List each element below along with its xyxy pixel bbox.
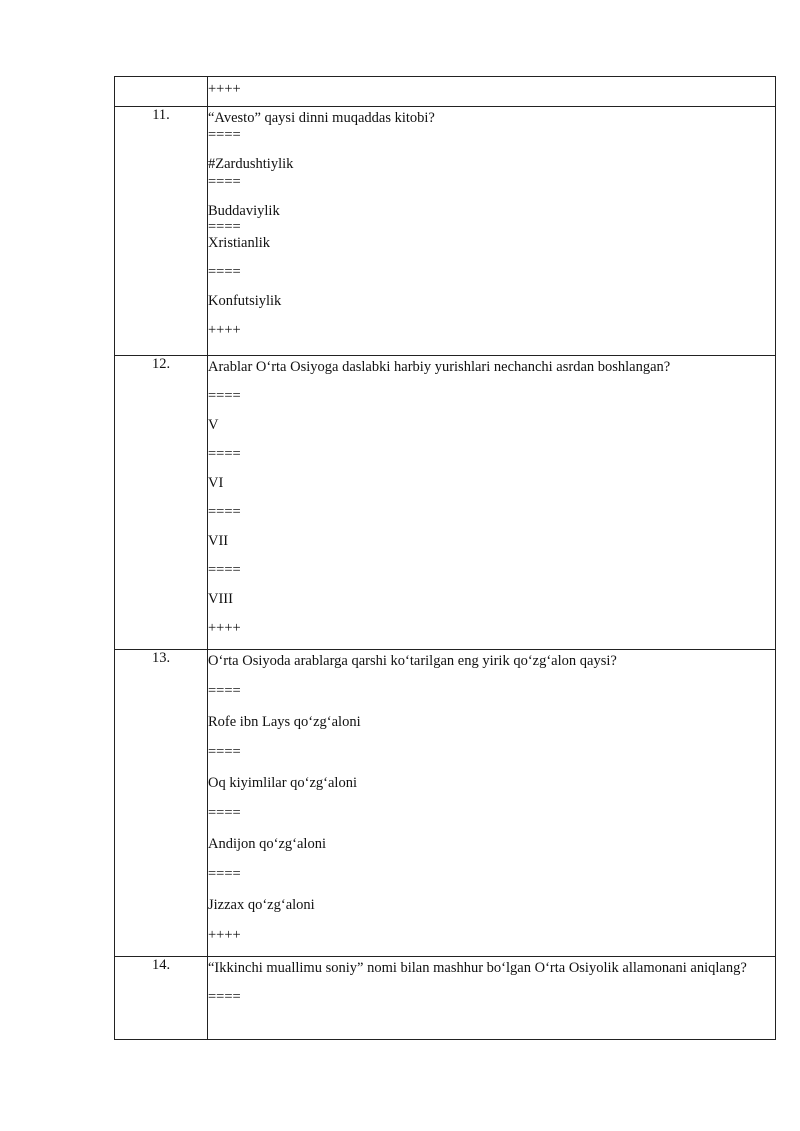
question-body-cell (208, 77, 776, 107)
answer-option: V (208, 417, 219, 433)
separator-equals: ==== (208, 174, 241, 190)
question-text: Arablar O‘rta Osiyoga daslabki harbiy yurishlari nechanchi asrdan boshlangan? (208, 359, 671, 375)
question-body-cell (208, 356, 776, 650)
question-number: 14. (151, 957, 171, 973)
separator-plus: ++++ (208, 322, 241, 338)
question-number: 11. (152, 107, 170, 123)
answer-option: Rofe ibn Lays qo‘zg‘aloni (208, 714, 361, 730)
separator-equals: ==== (208, 744, 241, 760)
question-body-cell (208, 650, 776, 957)
question-text: “Avesto” qaysi dinni muqaddas kitobi? (208, 110, 435, 126)
table-row (115, 107, 776, 356)
separator-equals: ==== (208, 264, 241, 280)
answer-option: Xristianlik (208, 235, 271, 251)
table-row (115, 356, 776, 650)
answer-option: #Zardushtiylik (208, 156, 294, 172)
question-body-cell (208, 107, 776, 356)
question-number-cell (115, 77, 208, 107)
question-number-cell (115, 650, 208, 957)
separator-equals: ==== (208, 683, 241, 699)
separator-equals: ==== (208, 219, 241, 235)
answer-option: Andijon qo‘zg‘aloni (208, 836, 326, 852)
answer-option: Konfutsiylik (208, 293, 282, 309)
separator-equals: ==== (208, 866, 241, 882)
separator-equals: ==== (208, 989, 241, 1005)
question-number-cell (115, 356, 208, 650)
table-row (115, 650, 776, 957)
question-body-cell (208, 957, 776, 1040)
question-number: 13. (151, 650, 171, 666)
question-number-cell (115, 107, 208, 356)
table-row (115, 957, 776, 1040)
separator-plus: ++++ (208, 927, 241, 943)
separator-equals: ==== (208, 127, 241, 143)
answer-option: Oq kiyimlilar qo‘zg‘aloni (208, 775, 357, 791)
question-number-cell (115, 957, 208, 1040)
question-text: “Ikkinchi muallimu soniy” nomi bilan mashhur bo‘lgan O‘rta Osiyolik allamonani aniqlang? (208, 960, 747, 976)
table-row (115, 77, 776, 107)
separator-equals: ==== (208, 388, 241, 404)
question-number: 12. (151, 356, 171, 372)
questions-table (114, 76, 776, 1040)
separator-equals: ==== (208, 805, 241, 821)
answer-option: VIII (208, 591, 233, 607)
separator-plus: ++++ (208, 81, 241, 97)
question-text: O‘rta Osiyoda arablarga qarshi ko‘tarilgan eng yirik qo‘zg‘alon qaysi? (208, 653, 617, 669)
separator-equals: ==== (208, 446, 241, 462)
separator-equals: ==== (208, 504, 241, 520)
answer-option: Jizzax qo‘zg‘aloni (208, 897, 315, 913)
separator-plus: ++++ (208, 620, 241, 636)
answer-option: VII (208, 533, 229, 549)
answer-option: VI (208, 475, 224, 491)
separator-equals: ==== (208, 562, 241, 578)
answer-option: Buddaviylik (208, 203, 280, 219)
